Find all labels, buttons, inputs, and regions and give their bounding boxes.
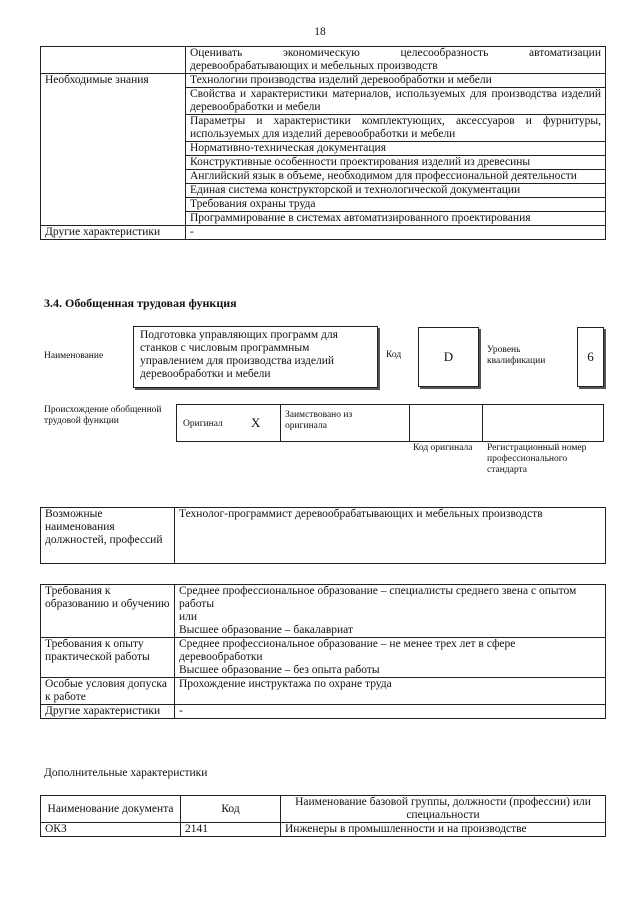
- function-name: Подготовка управляющих программ для станков с числовым программным управлением для производства изделий деревообработки и мебели: [133, 326, 378, 388]
- education-line: Среднее профессиональное образование – специалисты среднего звена с опытом работы: [179, 585, 577, 610]
- additional-table: [40, 795, 606, 837]
- positions-table: [40, 507, 606, 564]
- origin-table: [176, 404, 604, 442]
- row-label: [41, 47, 186, 74]
- original-mark: X: [251, 415, 261, 430]
- knowledge-item: Единая система конструкторской и технологической документации: [186, 184, 606, 198]
- code-caption: Код оригинала: [413, 443, 473, 453]
- positions-value: Технолог-программист деревообрабатывающих и мебельных производств: [175, 508, 606, 564]
- table-row: [41, 74, 606, 88]
- other-req-value: -: [175, 705, 606, 719]
- knowledge-item: Параметры и характеристики комплектующих, аксессуаров и фурнитуры, используемых для изделий деревообработки и мебели: [186, 115, 606, 142]
- knowledge-item: Нормативно-техническая документация: [186, 142, 606, 156]
- other-req-label: Другие характеристики: [41, 705, 175, 719]
- group-name-cell: Инженеры в промышленности и на производстве: [281, 823, 606, 837]
- table-row: [41, 226, 606, 240]
- table-row: [41, 47, 606, 74]
- knowledge-item: Программирование в системах автоматизированного проектирования: [186, 212, 606, 226]
- knowledge-item: Английский язык в объеме, необходимом для профессиональной деятельности: [186, 170, 606, 184]
- divider: [280, 405, 281, 441]
- divider: [409, 405, 410, 441]
- divider: [482, 405, 483, 441]
- section-heading: 3.4. Обобщенная трудовая функция: [44, 296, 237, 310]
- table-row: [41, 705, 606, 719]
- origin-label: Происхождение обобщенной трудовой функции: [44, 405, 162, 426]
- table-row: [41, 508, 606, 564]
- education-value: [175, 585, 606, 638]
- experience-label: Требования к опыту практической работы: [41, 638, 175, 678]
- column-header: Наименование документа: [41, 796, 181, 823]
- other-label: Другие характеристики: [41, 226, 186, 240]
- experience-value: [175, 638, 606, 678]
- conditions-label: Особые условия допуска к работе: [41, 678, 175, 705]
- code-label: Код: [386, 350, 402, 360]
- requirements-table: [40, 584, 606, 719]
- education-line: или: [179, 611, 198, 623]
- experience-line: Высшее образование – без опыта работы: [179, 664, 380, 676]
- knowledge-item: Свойства и характеристики материалов, используемых для производства изделий деревообработки и мебели: [186, 88, 606, 115]
- skill-cell: Оценивать экономическую целесообразность автоматизации деревообрабатывающих и мебельных производств: [186, 47, 606, 74]
- page-number: 18: [314, 26, 326, 38]
- additional-heading: Дополнительные характеристики: [44, 767, 208, 779]
- knowledge-item: Технологии производства изделий деревообработки и мебели: [186, 74, 606, 88]
- table-row: [41, 823, 606, 837]
- knowledge-item: Конструктивные особенности проектирования изделий из древесины: [186, 156, 606, 170]
- table-row: [41, 678, 606, 705]
- education-label: Требования к образованию и обучению: [41, 585, 175, 638]
- name-label: Наименование: [44, 351, 104, 361]
- conditions-value: Прохождение инструктажа по охране труда: [175, 678, 606, 705]
- borrowed-label: Заимствовано из оригинала: [285, 410, 353, 431]
- column-header: Код: [181, 796, 281, 823]
- qualification-level: 6: [577, 327, 604, 387]
- other-value: -: [186, 226, 606, 240]
- knowledge-table: [40, 46, 606, 240]
- level-label: Уровень квалификации: [487, 345, 546, 366]
- doc-name-cell: ОКЗ: [41, 823, 181, 837]
- reg-caption: Регистрационный номер профессионального стандарта: [487, 443, 587, 475]
- table-row: [41, 585, 606, 638]
- table-row: [41, 638, 606, 678]
- experience-line: Среднее профессиональное образование – не менее трех лет в сфере деревообработки: [179, 638, 516, 663]
- knowledge-item: Требования охраны труда: [186, 198, 606, 212]
- positions-label: Возможные наименования должностей, профессий: [41, 508, 175, 564]
- function-code: D: [418, 327, 479, 387]
- table-header-row: [41, 796, 606, 823]
- original-label: Оригинал: [183, 419, 223, 429]
- knowledge-label: Необходимые знания: [41, 74, 186, 226]
- code-cell: 2141: [181, 823, 281, 837]
- column-header: Наименование базовой группы, должности (профессии) или специальности: [281, 796, 606, 823]
- education-line: Высшее образование – бакалавриат: [179, 624, 353, 636]
